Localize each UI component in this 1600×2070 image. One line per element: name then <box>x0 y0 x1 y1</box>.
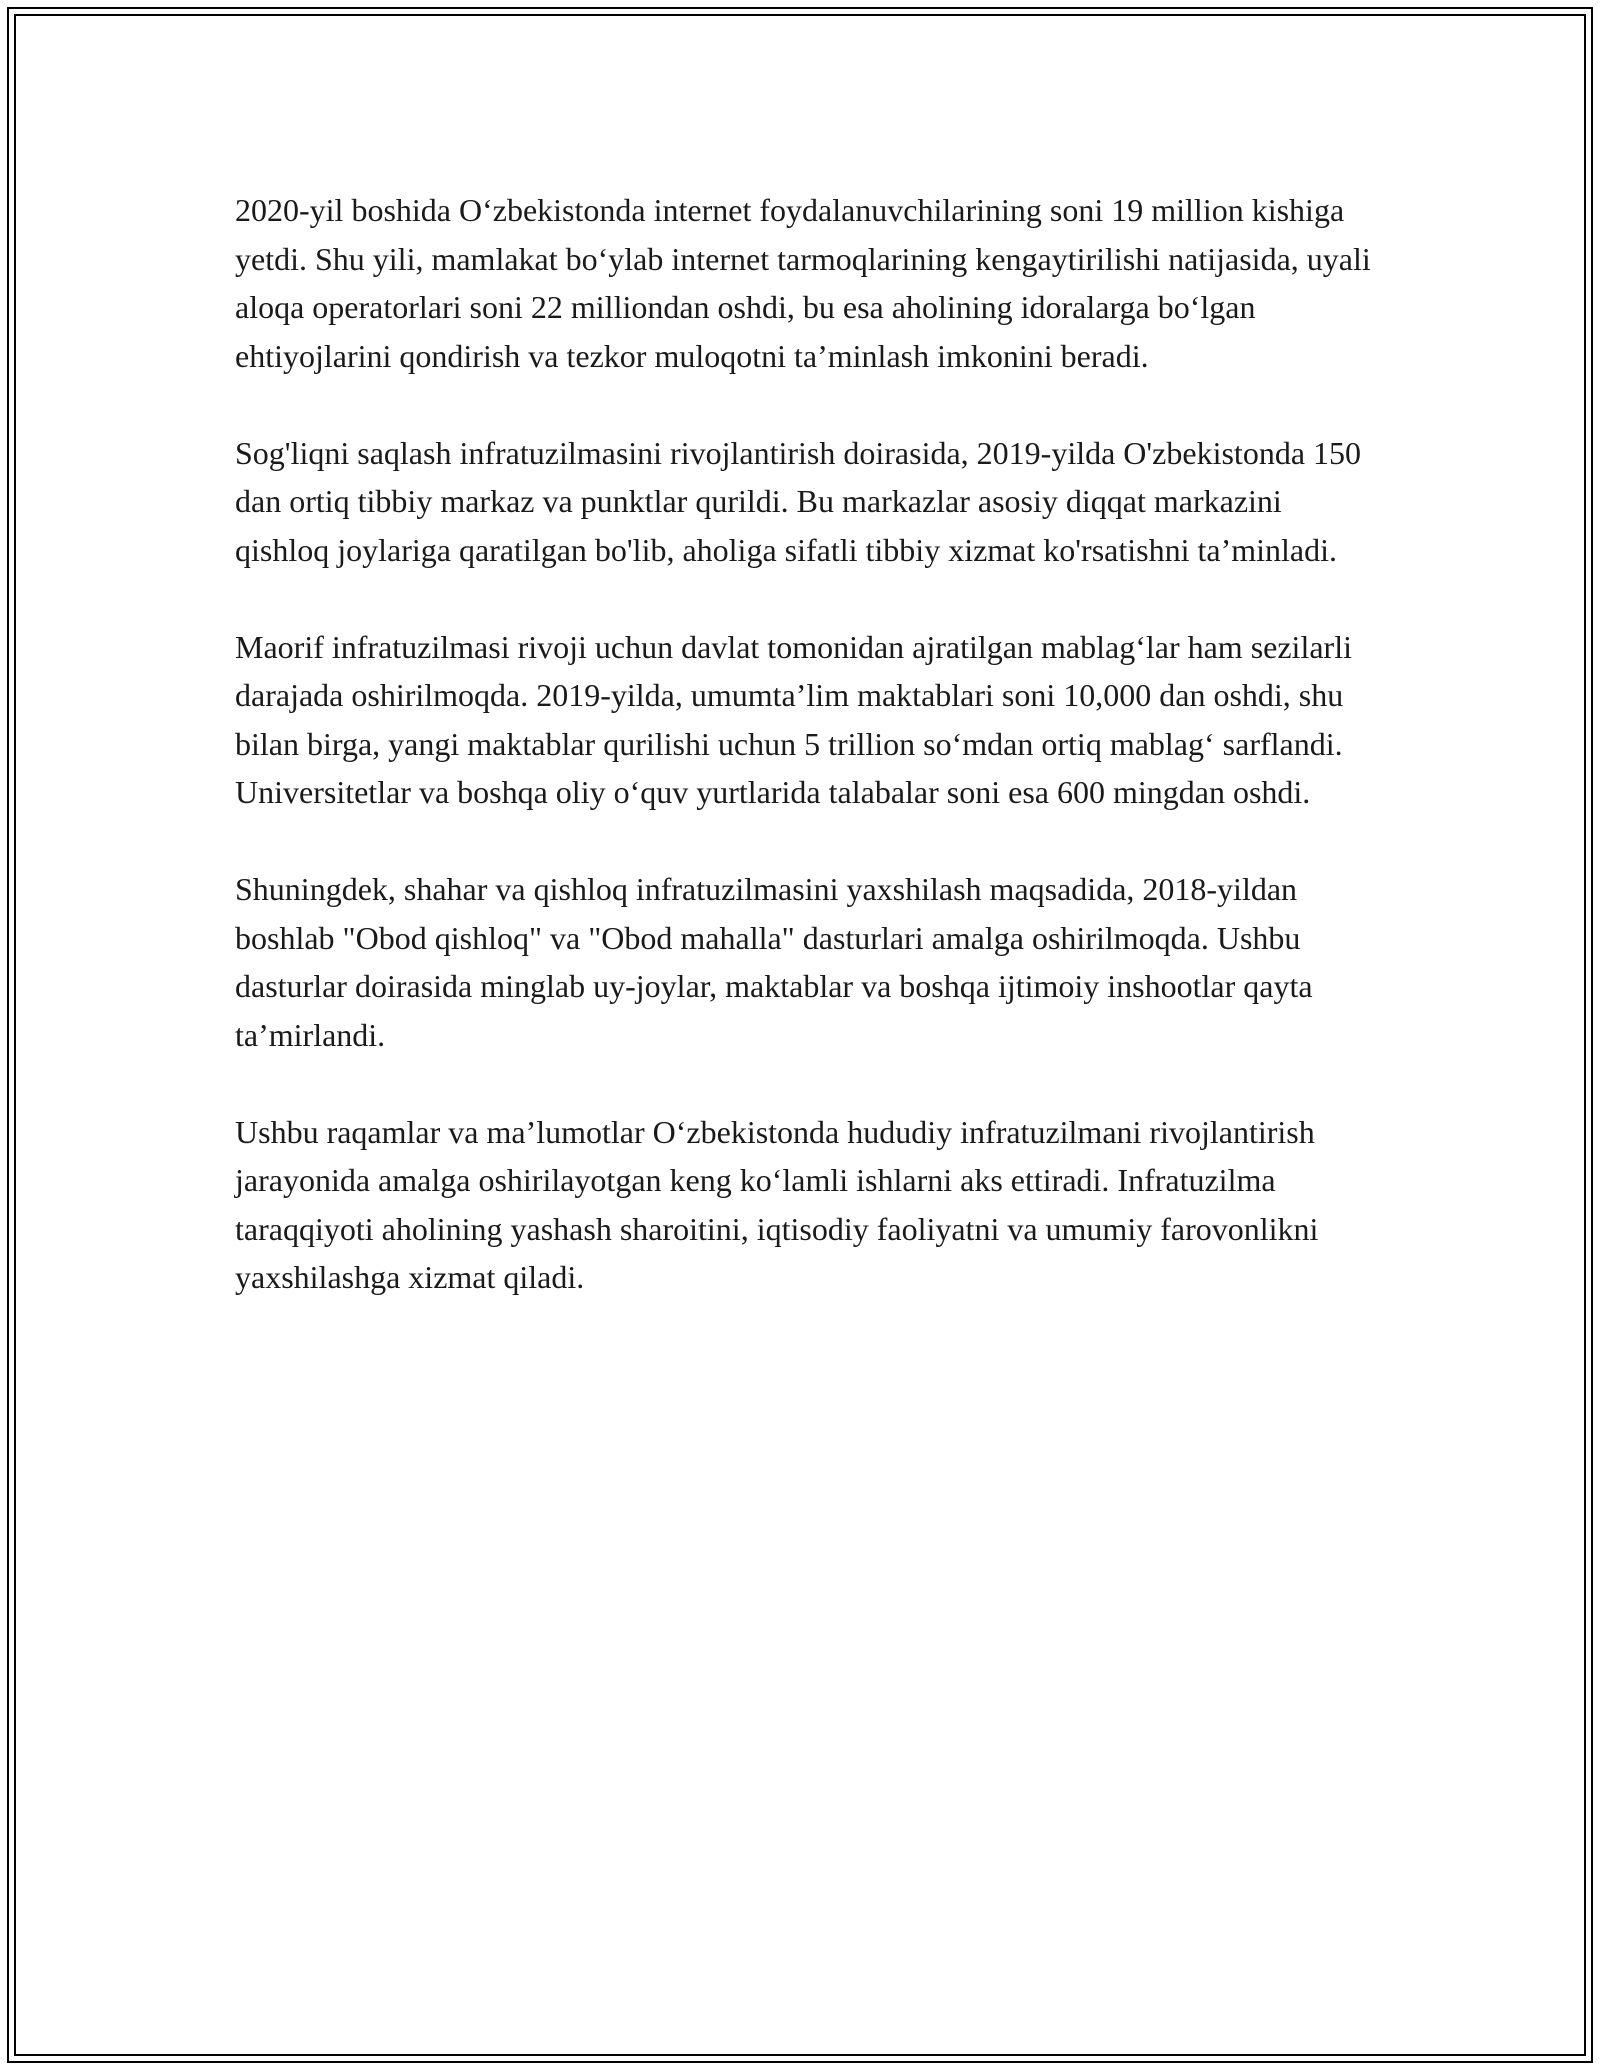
document-body <box>235 186 1375 1350</box>
paragraph-conclusion: Ushbu raqamlar va ma’lumotlar O‘zbekistonda hududiy infratuzilmani rivojlantirish jarayonida amalga oshirilayotgan keng ko‘lamli ishlarni aks ettiradi. Infratuzilma taraqqiyoti aholining yashash sharoitini, iqtisodiy faoliyatni va umumiy farovonlikni yaxshilashga xizmat qiladi. <box>235 1113 1319 1295</box>
paragraph-healthcare: Sog'liqni saqlash infratuzilmasini rivojlantirish doirasida, 2019-yilda O'zbekistonda 150 dan ortiq tibbiy markaz va punktlar qurildi. Bu markazlar asosiy diqqat markazini qishloq joylariga qaratilgan bo'lib, aholiga sifatli tibbiy xizmat ko'rsatishni ta’minladi. <box>235 434 1362 568</box>
paragraph-urban-rural: Shuningdek, shahar va qishloq infratuzilmasini yaxshilash maqsadida, 2018-yildan boshlab "Obod qishloq" va "Obod mahalla" dasturlari amalga oshirilmoqda. Ushbu dasturlar doirasida minglab uy-joylar, maktablar va boshqa ijtimoiy inshootlar qayta ta’mirlandi. <box>235 871 1313 1053</box>
paragraph-internet: 2020-yil boshida O‘zbekistonda internet foydalanuvchilarining soni 19 million kishiga yetdi. Shu yili, mamlakat bo‘ylab internet tarmoqlarining kengaytirilishi natijasida, uyali aloqa operatorlari soni 22 milliondan oshdi, bu esa aholining idoralarga bo‘lgan ehtiyojlarini qondirish va tezkor muloqotni ta’minlash imkonini beradi. <box>235 192 1371 374</box>
paragraph-education: Maorif infratuzilmasi rivoji uchun davlat tomonidan ajratilgan mablag‘lar ham sezilarli darajada oshirilmoqda. 2019-yilda, umumta’lim maktablari soni 10,000 dan oshdi, shu bilan birga, yangi maktablar qurilishi uchun 5 trillion so‘mdan ortiq mablag‘ sarflandi. Universitetlar va boshqa oliy o‘quv yurtlarida talabalar soni esa 600 mingdan oshdi. <box>235 628 1352 810</box>
